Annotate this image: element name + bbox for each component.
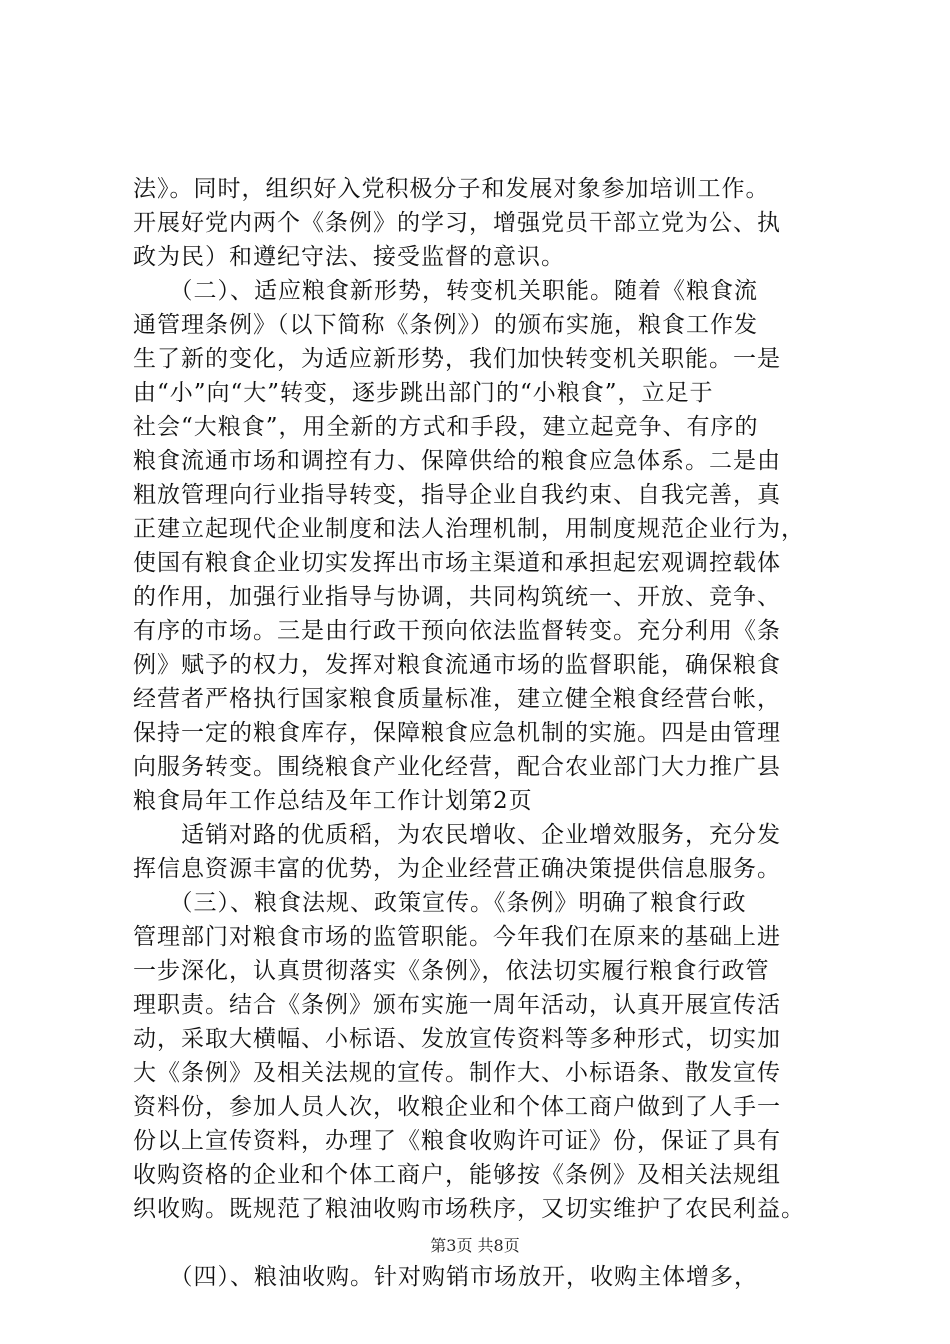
text-line: 开展好党内两个《条例》的学习，增强党员干部立党为公、执	[133, 210, 781, 236]
text-line: 使国有粮食企业切实发挥出市场主渠道和承担起宏观调控载体	[133, 550, 781, 576]
text-line: 粗放管理向行业指导转变，指导企业自我约束、自我完善，真	[133, 482, 781, 508]
text-line: 收购资格的企业和个体工商户，能够按《条例》及相关法规组	[133, 1162, 781, 1188]
text-line: 动，采取大横幅、小标语、发放宣传资料等多种形式，切实加	[133, 1026, 781, 1052]
text-line: 管理部门对粮食市场的监管职能。今年我们在原来的基础上进	[133, 924, 781, 950]
text-line: 法》。同时，组织好入党积极分子和发展对象参加培训工作。	[133, 176, 770, 202]
text-line: （二）、适应粮食新形势，转变机关职能。随着《粮食流	[133, 278, 758, 304]
text-line: 政为民）和遵纪守法、接受监督的意识。	[133, 244, 565, 270]
text-line: 粮食流通市场和调控有力、保障供给的粮食应急体系。二是由	[133, 448, 781, 474]
text-line: （三）、粮食法规、政策宣传。《条例》明确了粮食行政	[133, 890, 747, 916]
text-line: 有序的市场。三是由行政干预向依法监督转变。充分利用《条	[133, 618, 781, 644]
text-line: 份以上宣传资料，办理了《粮食收购许可证》份，保证了具有	[133, 1128, 781, 1154]
text-line: 由“小”向“大”转变，逐步跳出部门的“小粮食”，立足于	[133, 380, 714, 406]
text-line: 的作用，加强行业指导与协调，共同构筑统一、开放、竞争、	[133, 584, 781, 610]
text-line: 一步深化，认真贯彻落实《条例》，依法切实履行粮食行政管	[133, 958, 770, 984]
text-line: 社会“大粮食”，用全新的方式和手段，建立起竞争、有序的	[133, 414, 759, 440]
text-line: 通管理条例》（以下简称《条例》）的颁布实施，粮食工作发	[133, 312, 758, 338]
text-line: 适销对路的优质稻，为农民增收、企业增效服务，充分发	[133, 822, 781, 848]
text-line: 挥信息资源丰富的优势，为企业经营正确决策提供信息服务。	[133, 856, 781, 882]
text-line: 经营者严格执行国家粮食质量标准，建立健全粮食经营台帐，	[133, 686, 781, 712]
text-line: 大《条例》及相关法规的宣传。制作大、小标语条、散发宣传	[133, 1060, 781, 1086]
text-line: 正建立起现代企业制度和法人治理机制，用制度规范企业行为，	[133, 516, 805, 542]
text-line: 保持一定的粮食库存，保障粮食应急机制的实施。四是由管理	[133, 720, 781, 746]
body-text	[133, 172, 838, 1294]
text-line: 粮食局年工作总结及年工作计划第2页	[133, 788, 533, 814]
text-line: （四）、粮油收购。针对购销市场放开，收购主体增多，	[133, 1264, 758, 1290]
page-footer: 第3页 共8页	[430, 1236, 520, 1255]
text-line: 向服务转变。围绕粮食产业化经营，配合农业部门大力推广县	[133, 754, 781, 780]
text-line: 例》赋予的权力，发挥对粮食流通市场的监督职能，确保粮食	[133, 652, 781, 678]
text-line: 生了新的变化，为适应新形势，我们加快转变机关职能。一是	[133, 346, 781, 372]
text-line: 资料份，参加人员人次，收粮企业和个体工商户做到了人手一	[133, 1094, 781, 1120]
text-line: 织收购。既规范了粮油收购市场秩序，又切实维护了农民利益。	[133, 1196, 805, 1222]
text-line: 理职责。结合《条例》颁布实施一周年活动，认真开展宣传活	[133, 992, 781, 1018]
